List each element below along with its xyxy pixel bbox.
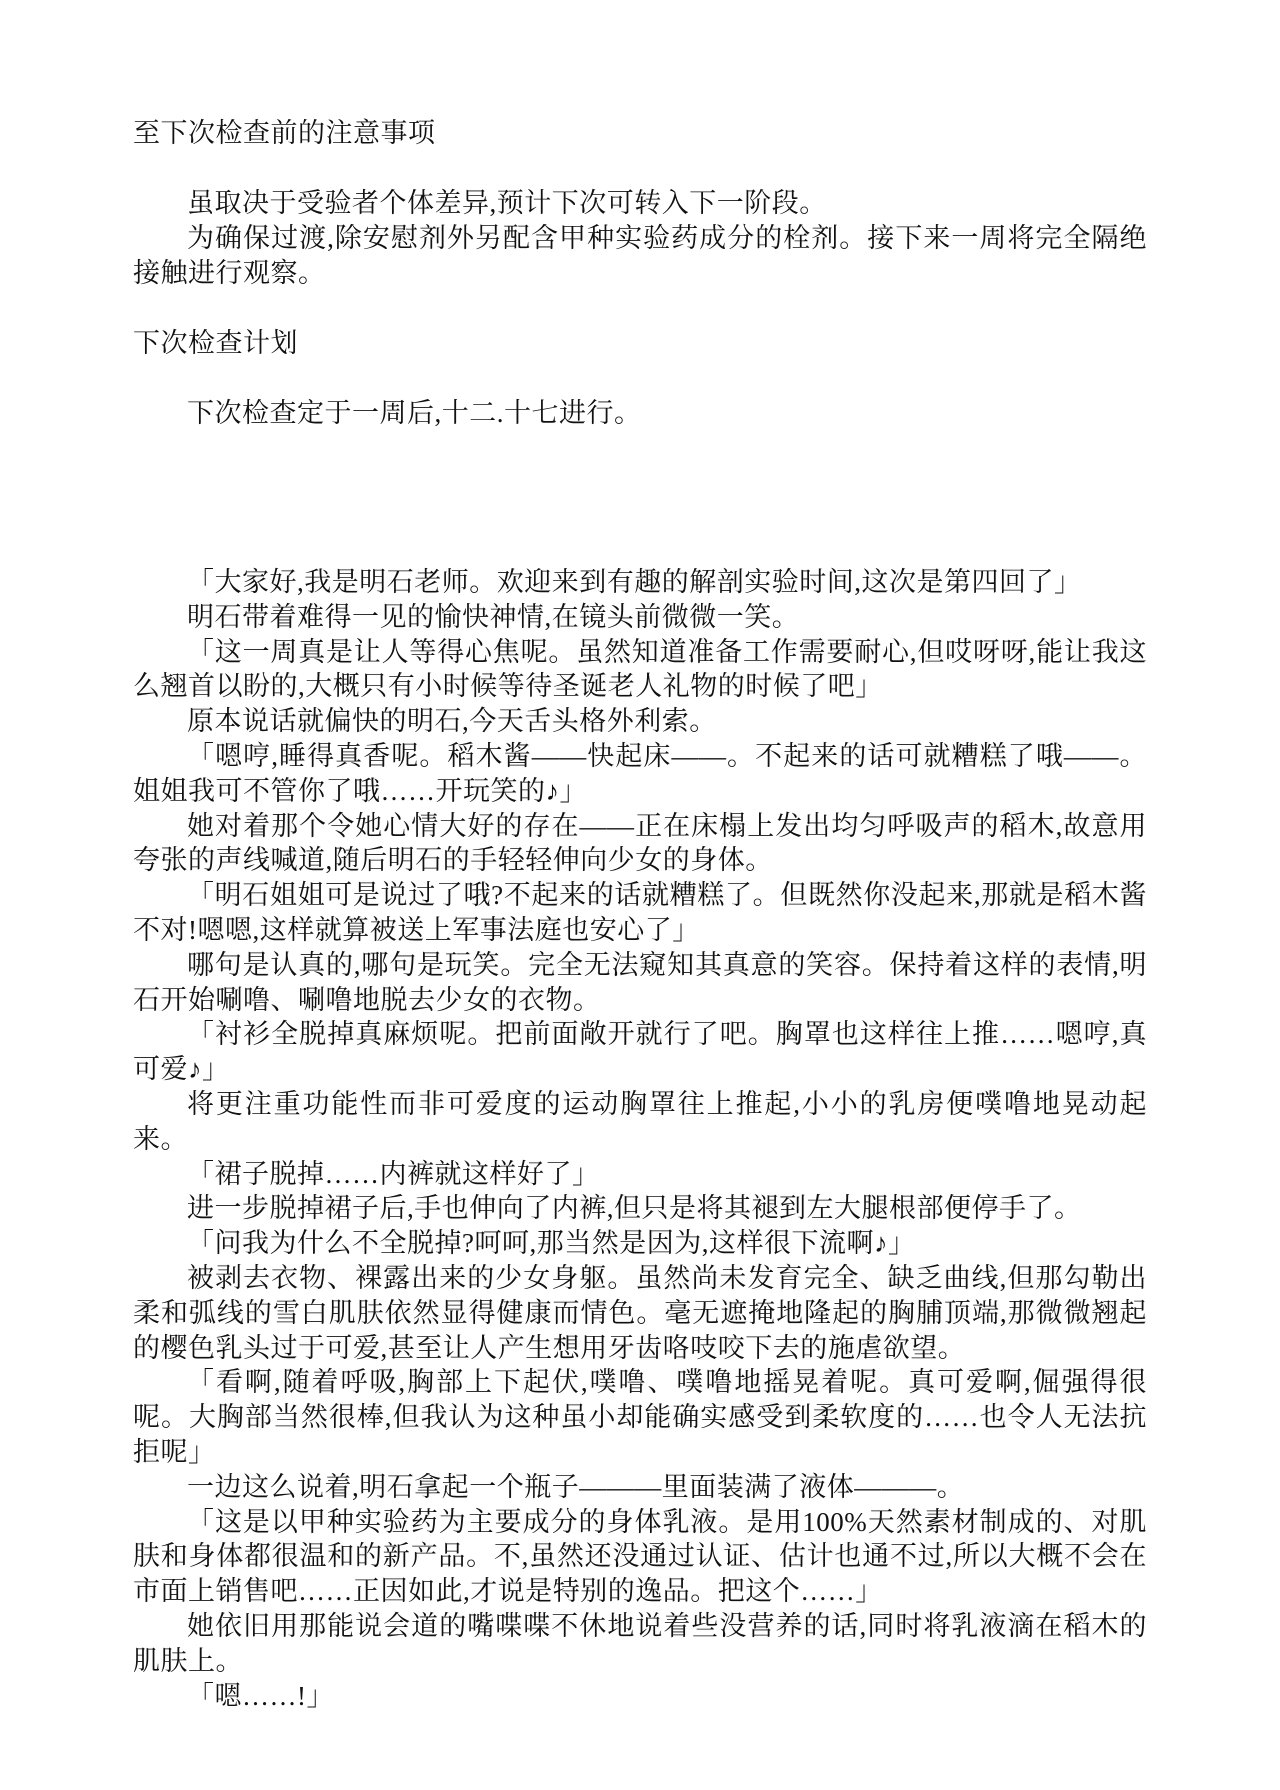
report-note-paragraph: 为确保过渡,除安慰剂外另配含甲种实验药成分的栓剂。接下来一周将完全隔绝接触进行观察。: [133, 223, 1147, 288]
dialogue-paragraph: 「裙子脱掉……内裤就这样好了」: [187, 1158, 600, 1189]
blank-line: [133, 291, 1147, 326]
exam-report-section: [133, 116, 1147, 431]
dialogue-paragraph: 「问我为什么不全脱掉?呵呵,那当然是因为,这样很下流啊♪」: [187, 1228, 916, 1259]
narrative-paragraph: 进一步脱掉裙子后,手也伸向了内裤,但只是将其褪到左大腿根部便停手了。: [187, 1193, 1082, 1224]
report-heading-next-exam-plan: 下次检查计划: [133, 328, 298, 358]
dialogue-paragraph: 「这是以甲种实验药为主要成分的身体乳液。是用100%天然素材制成的、对肌肤和身体都很温和的新产品。不,虽然还没通过认证、估计也通不过,所以大概不会在市面上销售吧……正因如此,才说是特别的逸品。把这个……」: [133, 1506, 1147, 1607]
dialogue-paragraph: 「衬衫全脱掉真麻烦呢。把前面敞开就行了吧。胸罩也这样往上推……嗯哼,真可爱♪」: [133, 1019, 1147, 1085]
story-text-section: [133, 565, 1147, 1713]
narrative-paragraph: 将更注重功能性而非可爱度的运动胸罩往上推起,小小的乳房便噗噜地晃动起来。: [133, 1088, 1147, 1154]
narrative-paragraph: 原本说话就偏快的明石,今天舌头格外利索。: [187, 706, 717, 737]
report-note-paragraph: 虽取决于受验者个体差异,预计下次可转入下一阶段。: [187, 188, 827, 218]
blank-line: [133, 151, 1147, 186]
dialogue-paragraph: 「看啊,随着呼吸,胸部上下起伏,噗噜、噗噜地摇晃着呢。真可爱啊,倔强得很呢。大胸部当然很棒,但我认为这种虽小却能确实感受到柔软度的……也令人无法抗拒呢」: [133, 1367, 1147, 1467]
report-heading-precautions: 至下次检查前的注意事项: [133, 118, 436, 148]
dialogue-paragraph: 「这一周真是让人等得心焦呢。虽然知道准备工作需要耐心,但哎呀呀,能让我这么翘首以盼的,大概只有小时候等待圣诞老人礼物的时候了吧」: [133, 636, 1147, 702]
dialogue-paragraph: 「嗯哼,睡得真香呢。稻木酱——快起床——。不起来的话可就糟糕了哦——。姐姐我可不管你了哦……开玩笑的♪」: [133, 740, 1147, 806]
narrative-paragraph: 她依旧用那能说会道的嘴喋喋不休地说着些没营养的话,同时将乳液滴在稻木的肌肤上。: [133, 1610, 1147, 1676]
blank-line: [133, 361, 1147, 396]
narrative-paragraph: 她对着那个令她心情大好的存在——正在床榻上发出均匀呼吸声的稻木,故意用夸张的声线喊道,随后明石的手轻轻伸向少女的身体。: [133, 810, 1147, 876]
narrative-paragraph: 被剥去衣物、裸露出来的少女身躯。虽然尚未发育完全、缺乏曲线,但那勾勒出柔和弧线的雪白肌肤依然显得健康而情色。毫无遮掩地隆起的胸脯顶端,那微微翘起的樱色乳头过于可爱,甚至让人产生想用牙齿咯吱咬下去的施虐欲望。: [133, 1262, 1147, 1363]
narrative-paragraph: 一边这么说着,明石拿起一个瓶子———里面装满了液体———。: [187, 1471, 965, 1502]
dialogue-paragraph: 「明石姐姐可是说过了哦?不起来的话就糟糕了。但既然你没起来,那就是稻木酱不对!嗯嗯,这样就算被送上军事法庭也安心了」: [133, 880, 1147, 945]
dialogue-paragraph: 「嗯……!」: [187, 1680, 334, 1711]
dialogue-paragraph: 「大家好,我是明石老师。欢迎来到有趣的解剖实验时间,这次是第四回了」: [187, 567, 1082, 597]
narrative-paragraph: 哪句是认真的,哪句是玩笑。完全无法窥知其真意的笑容。保持着这样的表情,明石开始唰噜、唰噜地脱去少女的衣物。: [133, 949, 1147, 1015]
report-plan-paragraph: 下次检查定于一周后,十二.十七进行。: [187, 398, 642, 428]
narrative-paragraph: 明石带着难得一见的愉快神情,在镜头前微微一笑。: [187, 601, 800, 632]
